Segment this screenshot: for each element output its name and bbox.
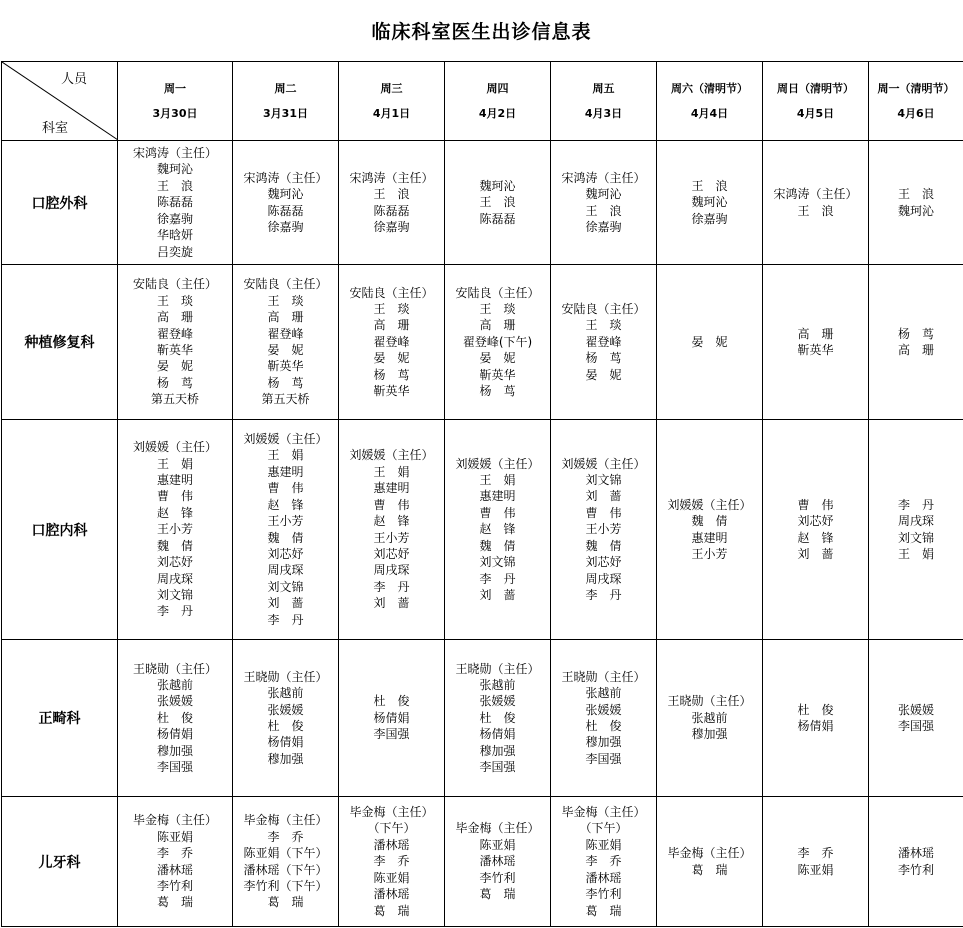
doctor-name: 张越前 bbox=[479, 677, 516, 692]
doctor-name: 高 珊 bbox=[797, 326, 834, 341]
doctor-name: 潘林瑶（下午） bbox=[243, 862, 328, 877]
doctor-name: 刘文锦 bbox=[156, 587, 193, 602]
weekday-label: 周六（清明节） bbox=[671, 81, 748, 95]
doctor-name: 杜 俊 bbox=[585, 719, 622, 733]
doctor-name: 安陆良（主任） bbox=[132, 277, 217, 292]
corner-label-staff: 人员 bbox=[60, 72, 87, 87]
doctor-name: 杨 茑 bbox=[897, 326, 934, 341]
doctor-name: 王晓勋（主任） bbox=[243, 669, 328, 684]
doctor-name: 李 乔 bbox=[797, 846, 834, 861]
doctor-name: 毕金梅（主任） bbox=[455, 821, 540, 836]
doctor-name: 王小芳 bbox=[373, 530, 410, 545]
doctor-name: 魏 倩 bbox=[585, 538, 622, 553]
doctor-name: 潘林瑶 bbox=[373, 887, 410, 902]
doctor-name: 赵 锋 bbox=[479, 522, 516, 537]
doctor-name: 魏 倩 bbox=[267, 530, 304, 545]
doctor-name: 高 珊 bbox=[897, 343, 934, 357]
schedule-cell bbox=[869, 265, 963, 420]
department-row bbox=[2, 797, 963, 927]
doctor-name: 李 丹 bbox=[156, 604, 193, 619]
doctor-name: 安陆良（主任） bbox=[349, 285, 434, 300]
doctor-name: 魏珂沁 bbox=[479, 178, 516, 193]
doctor-name: 魏珂沁 bbox=[156, 162, 193, 177]
doctor-name: 刘媛媛（主任） bbox=[455, 456, 540, 471]
doctor-name: 惠建明 bbox=[373, 481, 410, 496]
doctor-name: 杜 俊 bbox=[156, 710, 193, 725]
doctor-name: 陈亚娟（下午） bbox=[243, 846, 328, 861]
schedule-cell bbox=[763, 420, 869, 640]
weekday-label: 周四 bbox=[486, 81, 509, 95]
doctor-name: 曹 伟 bbox=[156, 489, 193, 504]
doctor-name: 安陆良（主任） bbox=[561, 301, 646, 316]
doctor-name: 杨倩娟 bbox=[797, 719, 834, 733]
doctor-name: 曹 伟 bbox=[267, 481, 304, 496]
doctor-name: 宋鸿涛（主任） bbox=[243, 170, 328, 185]
doctor-name: 杜 俊 bbox=[479, 710, 516, 725]
doctor-name: 杨 茑 bbox=[479, 384, 516, 399]
schedule-cell bbox=[233, 265, 339, 420]
doctor-name: 王晓勋（主任） bbox=[561, 669, 646, 684]
doctor-name: 翟登峰 bbox=[373, 334, 410, 349]
schedule-cell bbox=[763, 797, 869, 927]
schedule-cell bbox=[445, 141, 551, 265]
doctor-name: 翟登峰 bbox=[585, 334, 622, 349]
schedule-cell bbox=[339, 640, 445, 797]
doctor-name: 穆加强 bbox=[691, 727, 728, 742]
schedule-cell bbox=[445, 265, 551, 420]
schedule-cell bbox=[869, 420, 963, 640]
schedule-cell bbox=[339, 420, 445, 640]
doctor-name: 王 琰 bbox=[373, 301, 410, 316]
schedule-cell bbox=[551, 640, 657, 797]
column-header-2 bbox=[339, 62, 445, 141]
department-row bbox=[2, 640, 963, 797]
doctor-name: 杨 茑 bbox=[373, 367, 410, 382]
column-header-5 bbox=[657, 62, 763, 141]
doctor-name: 刘 蔷 bbox=[267, 596, 304, 611]
doctor-name: 靳英华 bbox=[479, 367, 516, 382]
weekday-label: 周日（清明节） bbox=[777, 81, 854, 95]
doctor-name: 高 珊 bbox=[479, 318, 516, 333]
date-label: 4月6日 bbox=[897, 106, 935, 120]
doctor-name: 刘媛媛（主任） bbox=[561, 456, 646, 471]
doctor-name: 惠建明 bbox=[691, 530, 728, 545]
doctor-name: 王晓勋（主任） bbox=[667, 694, 752, 709]
doctor-name: 李国强 bbox=[373, 727, 410, 742]
schedule-cell bbox=[763, 640, 869, 797]
doctor-name: 晏 妮 bbox=[585, 367, 622, 382]
doctor-name: 李 丹 bbox=[267, 612, 304, 627]
doctor-name: 张媛媛 bbox=[156, 694, 193, 709]
doctor-name: 张媛媛 bbox=[897, 702, 934, 717]
doctor-name: 杨 茑 bbox=[267, 375, 304, 390]
doctor-name: 徐嘉驹 bbox=[267, 219, 304, 234]
page-title: 临床科室医生出诊信息表 bbox=[371, 21, 592, 43]
schedule-cell bbox=[233, 420, 339, 640]
doctor-name: 李国强 bbox=[479, 760, 516, 775]
doctor-name: 李 乔 bbox=[373, 854, 410, 869]
doctor-name: 王小芳 bbox=[585, 522, 622, 537]
doctor-name: 刘文锦 bbox=[897, 530, 934, 545]
doctor-name: 宋鸿涛（主任） bbox=[132, 146, 217, 161]
doctor-name: 王晓勋（主任） bbox=[455, 661, 540, 676]
column-header-0 bbox=[118, 62, 233, 141]
doctor-name: 张越前 bbox=[267, 686, 304, 701]
doctor-name: 葛 瑞 bbox=[156, 895, 193, 910]
doctor-name: 惠建明 bbox=[479, 489, 516, 504]
doctor-name: 陈磊磊 bbox=[479, 211, 516, 226]
column-header-6 bbox=[763, 62, 869, 141]
doctor-name: 魏珂沁 bbox=[267, 187, 304, 202]
doctor-name: 王 浪 bbox=[691, 178, 728, 193]
date-label: 4月3日 bbox=[584, 106, 623, 120]
doctor-name: 靳英华 bbox=[797, 343, 834, 357]
doctor-name: 刘 蔷 bbox=[373, 596, 410, 611]
doctor-name: 杨倩娟 bbox=[373, 710, 410, 725]
doctor-name: 李国强 bbox=[585, 751, 622, 766]
doctor-name: 魏珂沁 bbox=[691, 195, 728, 210]
doctor-name: 王 琰 bbox=[479, 301, 516, 316]
doctor-name: 赵 锋 bbox=[373, 514, 410, 529]
doctor-name: 潘林瑶 bbox=[585, 870, 622, 885]
doctor-name: 刘 蔷 bbox=[797, 546, 834, 561]
department-name: 正畸科 bbox=[2, 640, 118, 797]
schedule-cell bbox=[551, 797, 657, 927]
doctor-name: 徐嘉驹 bbox=[156, 211, 193, 226]
doctor-name: 李国强 bbox=[897, 719, 934, 733]
schedule-table bbox=[1, 61, 963, 927]
doctor-name: 杨 茑 bbox=[156, 375, 193, 390]
date-label: 4月1日 bbox=[372, 106, 411, 120]
doctor-name: 第五天桥 bbox=[150, 392, 199, 407]
doctor-name: 王 琰 bbox=[267, 293, 304, 308]
doctor-name: 毕金梅（主任） bbox=[561, 805, 646, 820]
doctor-name: 张媛媛 bbox=[479, 694, 516, 709]
doctor-name: 赵 锋 bbox=[156, 505, 193, 520]
department-name: 口腔内科 bbox=[2, 420, 118, 640]
doctor-name: 王 浪 bbox=[479, 195, 516, 210]
doctor-name: 葛 瑞 bbox=[585, 903, 622, 918]
weekday-label: 周一 bbox=[164, 81, 186, 95]
doctor-name: 李竹利 bbox=[897, 862, 934, 877]
doctor-name: 晏 妮 bbox=[691, 334, 728, 349]
doctor-name: 王小芳 bbox=[691, 546, 728, 561]
doctor-name: 张媛媛 bbox=[585, 702, 622, 717]
corner-header bbox=[2, 62, 118, 141]
schedule-cell bbox=[445, 420, 551, 640]
doctor-name: 穆加强 bbox=[156, 743, 193, 758]
doctor-name: 魏珂沁 bbox=[897, 203, 934, 218]
doctor-name: 王 浪 bbox=[373, 187, 410, 202]
doctor-name: 宋鸿涛（主任） bbox=[773, 187, 858, 202]
doctor-name: 毕金梅（主任） bbox=[667, 846, 752, 861]
doctor-name: 周戌琛 bbox=[585, 571, 622, 586]
schedule-cell bbox=[763, 141, 869, 265]
doctor-name: 刘文锦 bbox=[585, 473, 622, 488]
doctor-name: 潘林瑶 bbox=[897, 846, 934, 861]
doctor-name: 刘芯妤 bbox=[267, 546, 304, 561]
department-name: 儿牙科 bbox=[2, 797, 118, 927]
schedule-cell bbox=[551, 420, 657, 640]
doctor-name: 杨倩娟 bbox=[479, 727, 516, 742]
schedule-cell bbox=[657, 640, 763, 797]
department-row bbox=[2, 265, 963, 420]
doctor-name: 杜 俊 bbox=[797, 702, 834, 717]
doctor-name: 王 娟 bbox=[156, 456, 193, 471]
schedule-cell bbox=[445, 797, 551, 927]
schedule-cell bbox=[233, 797, 339, 927]
doctor-name: 刘媛媛（主任） bbox=[132, 440, 217, 455]
doctor-name: 李 乔 bbox=[585, 854, 622, 869]
doctor-name: 张越前 bbox=[585, 686, 622, 701]
doctor-name: 李竹利 bbox=[479, 870, 516, 885]
doctor-name: 高 珊 bbox=[156, 310, 193, 325]
doctor-name: 王 琰 bbox=[156, 293, 193, 308]
doctor-name: 张越前 bbox=[156, 677, 193, 692]
doctor-name: 穆加强 bbox=[585, 735, 622, 750]
doctor-name: 周戌琛 bbox=[156, 571, 193, 586]
doctor-name: 刘芯妤 bbox=[156, 555, 193, 570]
doctor-name: 曹 伟 bbox=[479, 505, 516, 520]
schedule-cell bbox=[339, 265, 445, 420]
doctor-name: 王 琰 bbox=[585, 318, 622, 333]
doctor-name: 晏 妮 bbox=[373, 351, 410, 366]
doctor-name: 王小芳 bbox=[267, 514, 304, 529]
doctor-name: 吕奕旋 bbox=[156, 244, 193, 259]
doctor-name: 刘媛媛（主任） bbox=[667, 497, 752, 512]
schedule-cell bbox=[551, 141, 657, 265]
schedule-cell bbox=[118, 640, 233, 797]
doctor-name: （下午） bbox=[579, 821, 628, 836]
date-label: 3月31日 bbox=[263, 106, 308, 120]
schedule-cell bbox=[118, 141, 233, 265]
doctor-name: 毕金梅（主任） bbox=[349, 805, 434, 820]
schedule-cell bbox=[657, 265, 763, 420]
doctor-name: 潘林瑶 bbox=[156, 862, 193, 877]
doctor-name: 陈亚娟 bbox=[585, 837, 622, 852]
doctor-name: 晏 妮 bbox=[479, 351, 516, 366]
corner-label-dept: 科室 bbox=[42, 121, 69, 136]
doctor-name: 陈亚娟 bbox=[479, 837, 516, 852]
schedule-cell bbox=[869, 141, 963, 265]
weekday-label: 周五 bbox=[592, 81, 615, 95]
schedule-body bbox=[2, 141, 963, 927]
doctor-name: 陈磊磊 bbox=[267, 203, 304, 218]
doctor-name: 杨倩娟 bbox=[267, 735, 304, 750]
doctor-name: 杜 俊 bbox=[373, 694, 410, 709]
doctor-name: 徐嘉驹 bbox=[373, 219, 410, 234]
doctor-name: 葛 瑞 bbox=[373, 903, 410, 918]
doctor-name: 李 乔 bbox=[267, 829, 304, 844]
doctor-name: 李 乔 bbox=[156, 846, 193, 861]
column-header-4 bbox=[551, 62, 657, 141]
doctor-name: 安陆良（主任） bbox=[243, 277, 328, 292]
doctor-name: 王晓勋（主任） bbox=[132, 661, 217, 676]
doctor-name: 刘媛媛（主任） bbox=[243, 432, 328, 447]
doctor-name: 毕金梅（主任） bbox=[132, 813, 217, 828]
schedule-cell bbox=[657, 141, 763, 265]
doctor-name: 王 浪 bbox=[156, 178, 193, 193]
schedule-cell bbox=[339, 141, 445, 265]
doctor-name: 王 浪 bbox=[797, 203, 834, 218]
department-row bbox=[2, 420, 963, 640]
doctor-name: 王 浪 bbox=[585, 203, 622, 218]
doctor-name: 曹 伟 bbox=[797, 497, 834, 512]
doctor-name: 魏 倩 bbox=[691, 514, 728, 529]
doctor-name: 陈磊磊 bbox=[156, 195, 193, 210]
doctor-name: 葛 瑞 bbox=[267, 895, 304, 910]
doctor-name: 刘 蔷 bbox=[479, 587, 516, 602]
doctor-name: 李竹利（下午） bbox=[243, 878, 328, 893]
doctor-name: 曹 伟 bbox=[373, 497, 410, 512]
doctor-name: 靳英华 bbox=[267, 359, 304, 374]
doctor-name: 陈磊磊 bbox=[373, 203, 410, 218]
doctor-name: 徐嘉驹 bbox=[585, 219, 622, 234]
doctor-name: 张媛媛 bbox=[267, 702, 304, 717]
doctor-name: 周戌琛 bbox=[373, 563, 410, 578]
doctor-name: 高 珊 bbox=[373, 318, 410, 333]
schedule-cell bbox=[869, 797, 963, 927]
doctor-name: 晏 妮 bbox=[267, 343, 304, 357]
doctor-name: 王 娟 bbox=[479, 473, 516, 488]
doctor-name: 惠建明 bbox=[267, 464, 304, 479]
doctor-name: 刘 蔷 bbox=[585, 489, 622, 504]
doctor-name: 李 丹 bbox=[897, 497, 934, 512]
doctor-name: 葛 瑞 bbox=[479, 887, 516, 902]
doctor-name: 杜 俊 bbox=[267, 719, 304, 733]
doctor-name: 王 浪 bbox=[897, 187, 934, 202]
doctor-name: 靳英华 bbox=[156, 343, 193, 357]
schedule-cell bbox=[445, 640, 551, 797]
doctor-name: 徐嘉驹 bbox=[691, 211, 728, 226]
doctor-name: 王 娟 bbox=[267, 448, 304, 463]
schedule-cell bbox=[118, 420, 233, 640]
doctor-name: 穆加强 bbox=[267, 751, 304, 766]
department-name: 口腔外科 bbox=[2, 141, 118, 265]
doctor-name: 穆加强 bbox=[479, 743, 516, 758]
header-row bbox=[2, 62, 963, 141]
doctor-name: 刘媛媛（主任） bbox=[349, 448, 434, 463]
doctor-name: 惠建明 bbox=[156, 473, 193, 488]
column-header-3 bbox=[445, 62, 551, 141]
doctor-name: 陈亚娟 bbox=[156, 829, 193, 844]
doctor-name: 李国强 bbox=[156, 760, 193, 775]
doctor-name: 陈亚娟 bbox=[797, 862, 834, 877]
doctor-name: 王小芳 bbox=[156, 522, 193, 537]
weekday-label: 周一（清明节） bbox=[877, 81, 955, 95]
department-name: 种植修复科 bbox=[2, 265, 118, 420]
doctor-name: 宋鸿涛（主任） bbox=[561, 170, 646, 185]
doctor-name: 赵 锋 bbox=[267, 497, 304, 512]
date-label: 4月4日 bbox=[690, 106, 729, 120]
doctor-name: 刘芯妤 bbox=[373, 546, 410, 561]
weekday-label: 周二 bbox=[274, 81, 297, 95]
doctor-name: 王 娟 bbox=[897, 546, 934, 561]
column-header-1 bbox=[233, 62, 339, 141]
schedule-cell bbox=[657, 797, 763, 927]
doctor-name: 魏 倩 bbox=[479, 538, 516, 553]
schedule-cell bbox=[233, 640, 339, 797]
doctor-name: 魏珂沁 bbox=[585, 187, 622, 202]
doctor-name: 周戌琛 bbox=[267, 563, 304, 578]
date-label: 4月2日 bbox=[478, 106, 517, 120]
doctor-name: 魏 倩 bbox=[156, 538, 193, 553]
doctor-name: 华晗妍 bbox=[156, 228, 193, 243]
doctor-name: 刘文锦 bbox=[479, 555, 516, 570]
doctor-name: 李竹利 bbox=[156, 878, 193, 893]
doctor-name: （下午） bbox=[367, 821, 416, 836]
doctor-name: 曹 伟 bbox=[585, 505, 622, 520]
schedule-cell bbox=[233, 141, 339, 265]
doctor-name: 赵 锋 bbox=[797, 530, 834, 545]
schedule-cell bbox=[763, 265, 869, 420]
date-label: 3月30日 bbox=[152, 106, 198, 120]
schedule-cell bbox=[339, 797, 445, 927]
doctor-name: 潘林瑶 bbox=[373, 837, 410, 852]
weekday-label: 周三 bbox=[380, 81, 403, 95]
doctor-name: 杨 茑 bbox=[585, 351, 622, 366]
doctor-name: 翟登峰(下午) bbox=[462, 334, 533, 349]
doctor-name: 葛 瑞 bbox=[691, 862, 728, 877]
date-label: 4月5日 bbox=[796, 106, 835, 120]
doctor-name: 翟登峰 bbox=[267, 326, 304, 341]
schedule-cell bbox=[869, 640, 963, 797]
doctor-name: 第五天桥 bbox=[261, 392, 310, 407]
doctor-name: 刘文锦 bbox=[267, 579, 304, 594]
doctor-name: 陈亚娟 bbox=[373, 870, 410, 885]
doctor-name: 张越前 bbox=[691, 710, 728, 725]
doctor-name: 李 丹 bbox=[479, 571, 516, 586]
doctor-name: 刘芯妤 bbox=[797, 514, 834, 529]
doctor-name: 刘芯妤 bbox=[585, 555, 622, 570]
schedule-cell bbox=[118, 265, 233, 420]
schedule-cell bbox=[118, 797, 233, 927]
doctor-name: 周戌琛 bbox=[897, 514, 934, 529]
doctor-name: 安陆良（主任） bbox=[455, 285, 540, 300]
doctor-name: 杨倩娟 bbox=[156, 727, 193, 742]
doctor-name: 宋鸿涛（主任） bbox=[349, 170, 434, 185]
doctor-name: 王 娟 bbox=[373, 464, 410, 479]
doctor-name: 高 珊 bbox=[267, 310, 304, 325]
doctor-name: 李 丹 bbox=[585, 587, 622, 602]
schedule-cell bbox=[551, 265, 657, 420]
doctor-name: 毕金梅（主任） bbox=[243, 813, 328, 828]
doctor-name: 靳英华 bbox=[373, 384, 410, 399]
column-header-7 bbox=[869, 62, 963, 141]
doctor-name: 李竹利 bbox=[585, 887, 622, 902]
doctor-name: 晏 妮 bbox=[156, 359, 193, 374]
department-row bbox=[2, 141, 963, 265]
schedule-cell bbox=[657, 420, 763, 640]
doctor-name: 李 丹 bbox=[373, 579, 410, 594]
doctor-name: 潘林瑶 bbox=[479, 854, 516, 869]
doctor-name: 翟登峰 bbox=[156, 326, 193, 341]
